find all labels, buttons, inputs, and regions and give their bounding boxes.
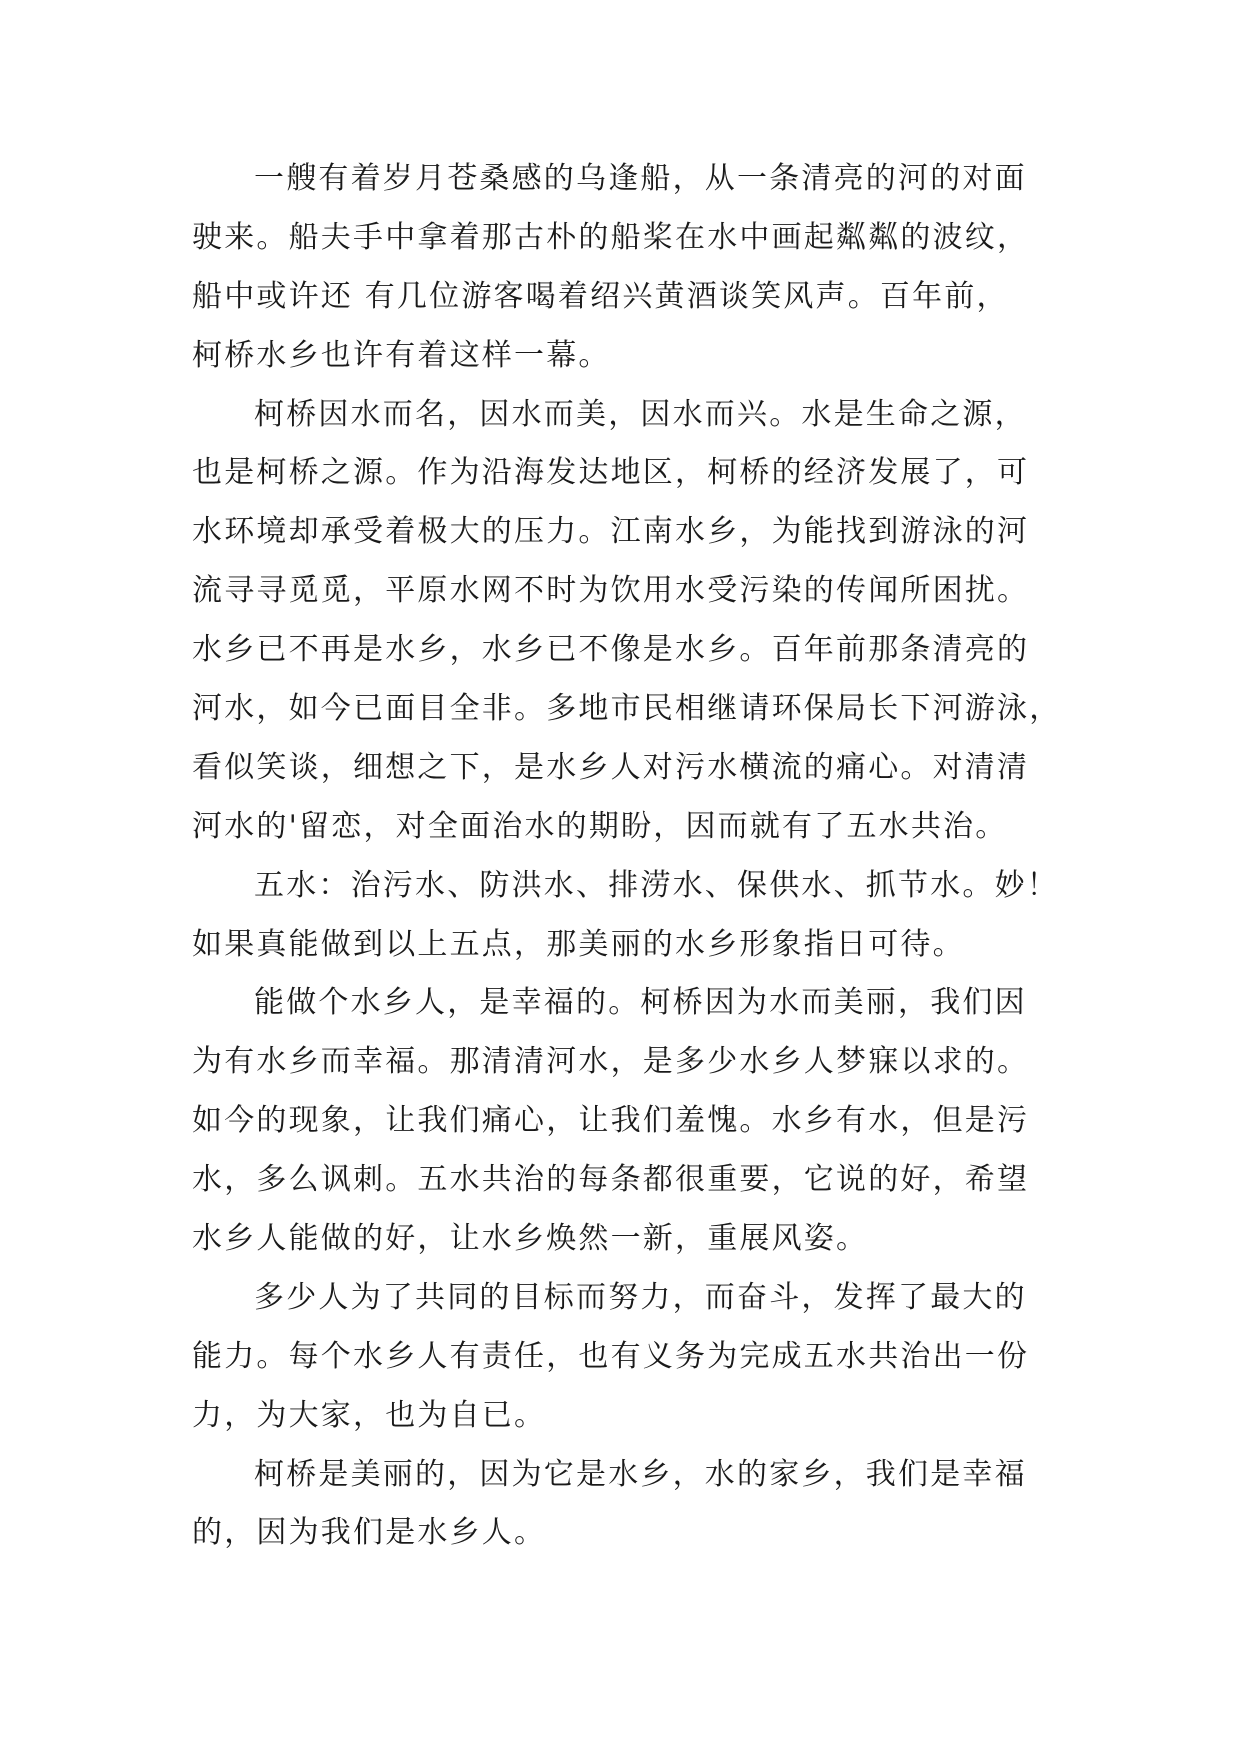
paragraph [192, 1269, 1054, 1446]
paragraph [192, 150, 1054, 386]
text-line: 如今的现象，让我们痛心，让我们羞愧。水乡有水，但是污 [192, 1103, 1030, 1139]
text-line: 五水：治污水、防洪水、排涝水、保供水、抓节水。妙！ [254, 867, 1059, 903]
text-line: 船中或许还 有几位游客喝着绍兴黄酒谈笑风声。百年前， [192, 278, 1009, 314]
text-line: 能做个水乡人，是幸福的。柯桥因为水而美丽，我们因 [254, 985, 1027, 1021]
text-line: 流寻寻觅觅，平原水网不时为饮用水受污染的传闻所困扰。 [192, 573, 1030, 609]
text-line: 一艘有着岁月苍桑感的乌逢船，从一条清亮的河的对面 [254, 161, 1027, 196]
paragraph [192, 974, 1054, 1268]
text-line: 多少人为了共同的目标而努力，而奋斗，发挥了最大的 [254, 1279, 1027, 1315]
text-line: 水环境却承受着极大的压力。江南水乡，为能找到游泳的河 [192, 514, 1030, 550]
text-line: 看似笑谈，细想之下，是水乡人对污水横流的痛心。对清清 [192, 749, 1030, 785]
text-line: 河水，如今已面目全非。多地市民相继请环保局长下河游泳， [192, 691, 1062, 727]
text-line: 力，为大家，也为自已。 [192, 1397, 547, 1433]
text-line: 河水的'留恋，对全面治水的期盼，因而就有了五水共治。 [192, 808, 1008, 844]
text-line: 柯桥因水而名，因水而美，因水而兴。水是生命之源， [254, 396, 1027, 432]
text-line: 也是柯桥之源。作为沿海发达地区，柯桥的经济发展了，可 [192, 455, 1030, 491]
text-line: 为有水乡而幸福。那清清河水，是多少水乡人梦寐以求的。 [192, 1044, 1030, 1080]
paragraph [192, 857, 1059, 975]
paragraph [192, 1446, 1054, 1564]
text-line: 柯桥是美丽的，因为它是水乡，水的家乡，我们是幸福 [254, 1456, 1027, 1492]
text-line: 水，多么讽刺。五水共治的每条都很重要，它说的好，希望 [192, 1162, 1030, 1198]
text-line: 的，因为我们是水乡人。 [192, 1515, 547, 1551]
text-line: 驶来。船夫手中拿着那古朴的船桨在水中画起粼粼的波纹， [192, 219, 1030, 255]
text-line: 水乡人能做的好，让水乡焕然一新，重展风姿。 [192, 1221, 869, 1257]
text-line: 如果真能做到以上五点，那美丽的水乡形象指日可待。 [192, 926, 965, 962]
paragraph [192, 386, 1062, 857]
text-line: 水乡已不再是水乡，水乡已不像是水乡。百年前那条清亮的 [192, 632, 1030, 668]
text-line: 能力。每个水乡人有责任，也有义务为完成五水共治出一份 [192, 1338, 1030, 1374]
document-body [192, 150, 1062, 1563]
text-line: 柯桥水乡也许有着这样一幕。 [192, 337, 611, 373]
